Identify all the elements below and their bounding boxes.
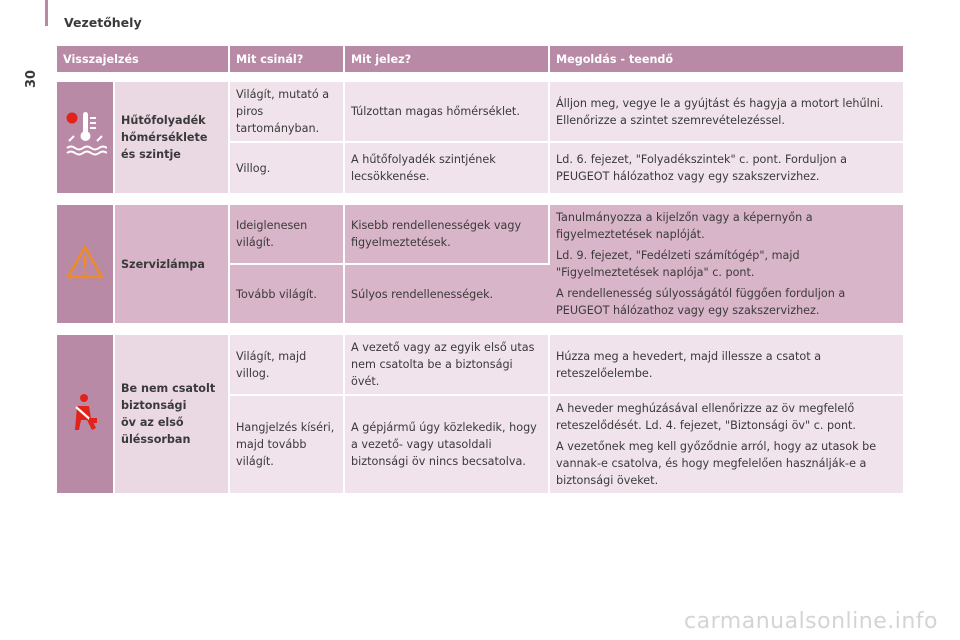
- meaning-cell: A gépjármű úgy közlekedik, hogy a vezető- vagy utasoldali biztonsági öv nincs becsatolva.: [345, 396, 550, 495]
- action-cell: Villog.: [230, 143, 345, 195]
- seatbelt-icon: [67, 392, 103, 432]
- column-header-indicator: Visszajelzés: [57, 46, 230, 72]
- solution-cell: A heveder meghúzásával ellenőrizze az öv megfelelő reteszelődését. Ld. 4. fejezet, "Biztonsági öv" c. pont. A vezetőnek meg kell győződnie arról, hogy az utasok be vannak-e csatolva, és hogy megfelelően használják-e a biztonsági öveket.: [550, 396, 903, 495]
- section-title: Vezetőhely: [64, 15, 142, 30]
- section-marker-bar: [45, 0, 48, 26]
- solution-cell: Álljon meg, vegye le a gyújtást és hagyja a motort lehűlni. Ellenőrizze a szintet szemrevételezéssel.: [550, 82, 903, 143]
- coolant-icon-cell: [57, 82, 115, 195]
- meaning-cell: Kisebb rendellenességek vagy figyelmeztetések.: [345, 205, 550, 265]
- watermark: carmanualsonline.info: [684, 609, 938, 634]
- seatbelt-icon-cell: [57, 335, 115, 495]
- table-row: [57, 205, 903, 265]
- column-header-solution: Megoldás - teendő: [550, 46, 903, 72]
- action-cell: Hangjelzés kíséri, majd tovább világít.: [230, 396, 345, 495]
- table-row: [57, 82, 903, 143]
- meaning-cell: Túlzottan magas hőmérséklet.: [345, 82, 550, 143]
- column-header-action: Mit csinál?: [230, 46, 345, 72]
- warning-lights-table: [57, 46, 903, 495]
- action-cell: Világít, mutató a piros tartományban.: [230, 82, 345, 143]
- column-header-meaning: Mit jelez?: [345, 46, 550, 72]
- coolant-temperature-icon: [63, 107, 107, 163]
- meaning-cell: A vezető vagy az egyik első utas nem csatolta be a biztonsági övét.: [345, 335, 550, 396]
- solution-cell: Ld. 6. fejezet, "Folyadékszintek" c. pont. Forduljon a PEUGEOT hálózathoz vagy egy szakszervizhez.: [550, 143, 903, 195]
- table-header-row: [57, 46, 903, 72]
- action-cell: Ideiglenesen világít.: [230, 205, 345, 265]
- action-cell: Világít, majd villog.: [230, 335, 345, 396]
- service-icon-cell: [57, 205, 115, 325]
- action-cell: Tovább világít.: [230, 265, 345, 325]
- solution-cell: Húzza meg a hevedert, majd illessze a csatot a reteszelőelembe.: [550, 335, 903, 396]
- meaning-cell: Súlyos rendellenességek.: [345, 265, 550, 325]
- indicator-name: Szervizlámpa: [115, 205, 230, 325]
- meaning-cell: A hűtőfolyadék szintjének lecsökkenése.: [345, 143, 550, 195]
- indicator-name: Hűtőfolyadék hőmérséklete és szintje: [115, 82, 230, 195]
- warning-triangle-icon: [65, 244, 105, 280]
- table-row: [57, 335, 903, 396]
- indicator-name: Be nem csatolt biztonsági öv az első üléssorban: [115, 335, 230, 495]
- solution-cell: Tanulmányozza a kijelzőn vagy a képernyőn a figyelmeztetések naplóját. Ld. 9. fejezet, "Fedélzeti számítógép", majd "Figyelmeztetések naplója" c. pont. A rendellenesség súlyosságától függően forduljon a PEUGEOT hálózathoz vagy egy szakszervizhez.: [550, 205, 903, 325]
- page-number: 30: [24, 69, 39, 88]
